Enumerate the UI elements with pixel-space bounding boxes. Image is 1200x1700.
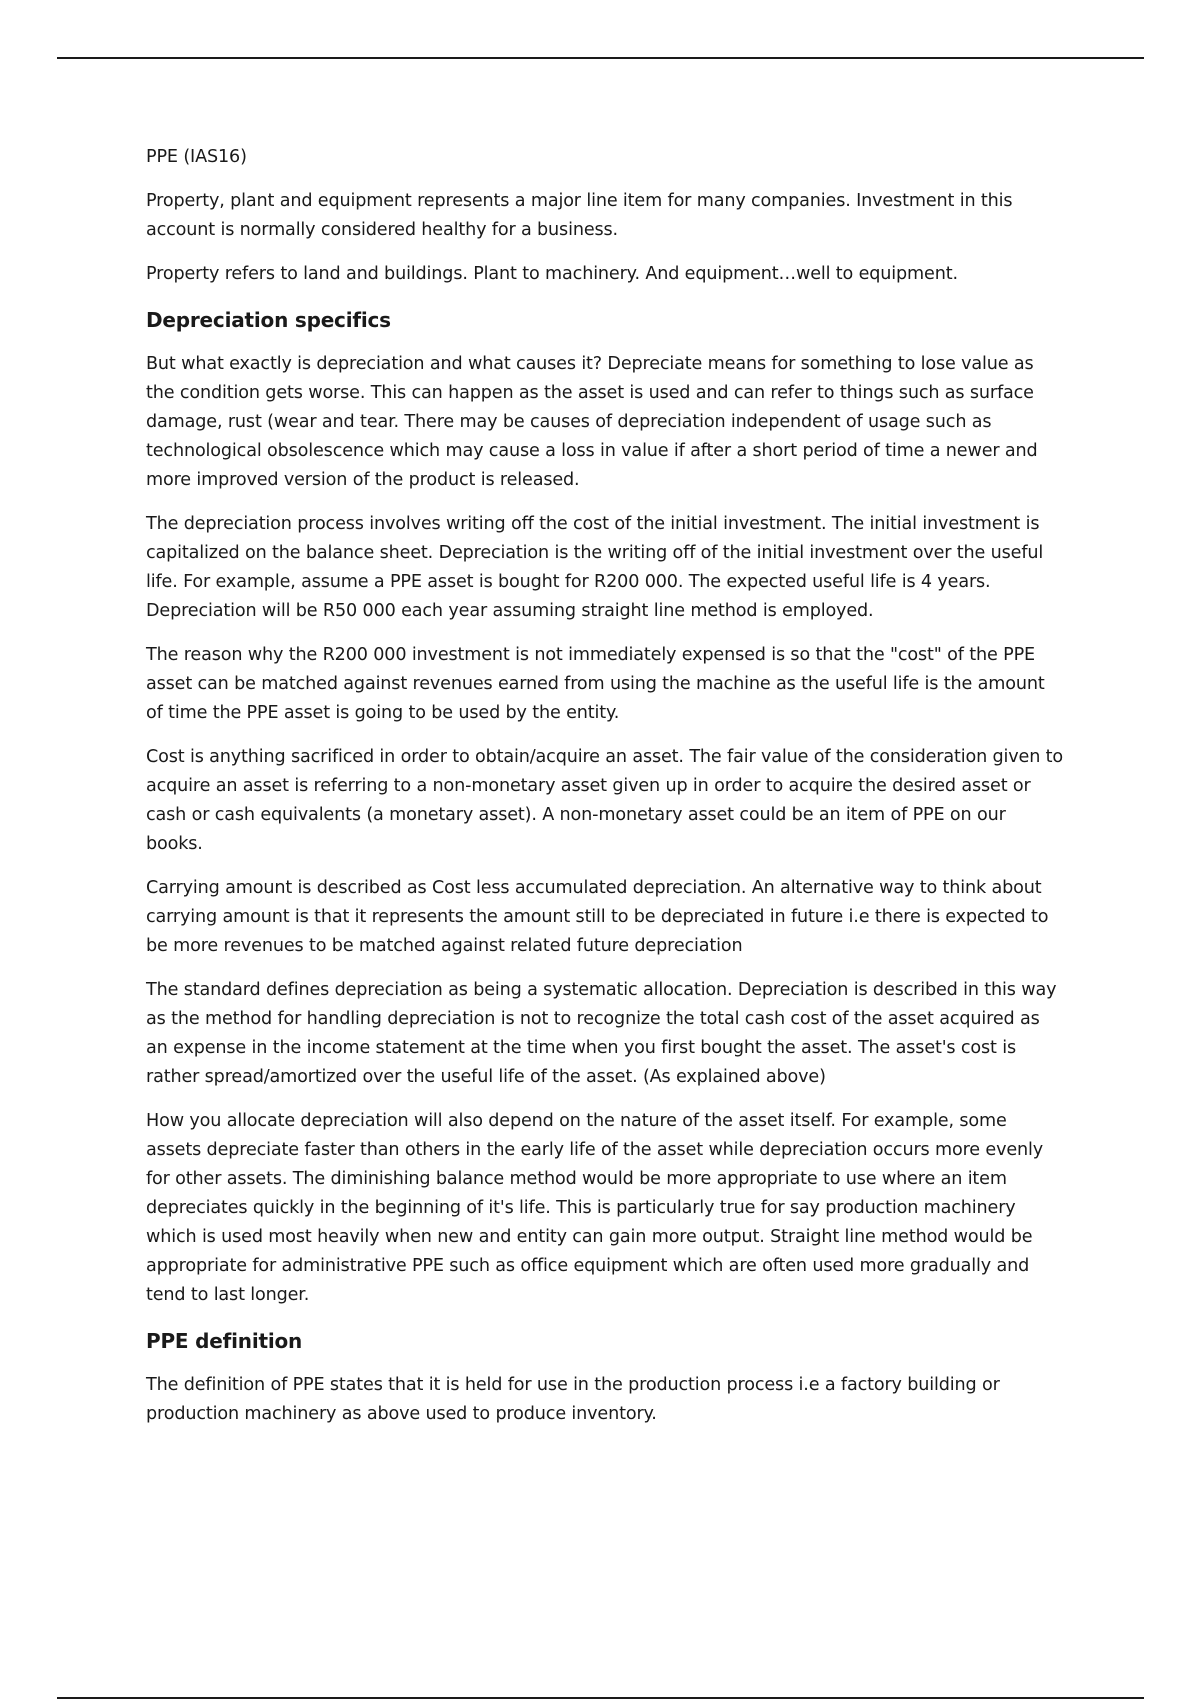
ppe-definition-paragraph: The definition of PPE states that it is held for use in the production process i.e a factory building or production machinery as above used to produce inventory.: [146, 1375, 1000, 1424]
footer-rule: [57, 1697, 1144, 1699]
depreciation-paragraph-3: The reason why the R200 000 investment is not immediately expensed is so that the "cost" of the PPE asset can be matched against revenues earned from using the machine as the useful life is the amount of time the PPE asset is going to be used by the entity.: [146, 645, 1045, 723]
depreciation-paragraph-6: The standard defines depreciation as being a systematic allocation. Depreciation is described in this way as the method for handling depreciation is not to recognize the total cash cost of the asset acquired as an expense in the income statement at the time when you first bought the asset. The asset's cost is rather spread/amortized over the useful life of the asset. (As explained above): [146, 980, 1057, 1087]
depreciation-paragraph-7: How you allocate depreciation will also depend on the nature of the asset itself. For example, some assets depreciate faster than others in the early life of the asset while depreciation occurs more evenly for other assets. The diminishing balance method would be more appropriate to use where an item depreciates quickly in the beginning of it's life. This is particularly true for say production machinery which is used most heavily when new and entity can gain more output. Straight line method would be appropriate for administrative PPE such as office equipment which are often used more gradually and tend to last longer.: [146, 1111, 1044, 1305]
intro-paragraph-2: Property refers to land and buildings. Plant to machinery. And equipment…well to equipment.: [146, 264, 958, 284]
document-title: PPE (IAS16): [146, 147, 247, 167]
depreciation-paragraph-2: The depreciation process involves writing off the cost of the initial investment. The initial investment is capitalized on the balance sheet. Depreciation is the writing off of the initial investment over the useful life. For example, assume a PPE asset is bought for R200 000. The expected useful life is 4 years. Depreciation will be R50 000 each year assuming straight line method is employed.: [146, 514, 1044, 621]
header-rule: [57, 57, 1144, 59]
section-heading-depreciation-specifics: Depreciation specifics: [146, 308, 391, 332]
document-body: [146, 143, 1066, 1444]
depreciation-paragraph-4: Cost is anything sacrificed in order to obtain/acquire an asset. The fair value of the consideration given to acquire an asset is referring to a non-monetary asset given up in order to acquire the desired asset or cash or cash equivalents (a monetary asset). A non-monetary asset could be an item of PPE on our books.: [146, 747, 1064, 854]
depreciation-paragraph-1: But what exactly is depreciation and what causes it? Depreciate means for something to lose value as the condition gets worse. This can happen as the asset is used and can refer to things such as surface damage, rust (wear and tear. There may be causes of depreciation independent of usage such as technological obsolescence which may cause a loss in value if after a short period of time a newer and more improved version of the product is released.: [146, 354, 1038, 490]
intro-paragraph-1: Property, plant and equipment represents a major line item for many companies. Investment in this account is normally considered healthy for a business.: [146, 191, 1013, 240]
section-heading-ppe-definition: PPE definition: [146, 1329, 303, 1353]
depreciation-paragraph-5: Carrying amount is described as Cost less accumulated depreciation. An alternative way to think about carrying amount is that it represents the amount still to be depreciated in future i.e there is expected to be more revenues to be matched against related future depreciation: [146, 878, 1049, 956]
